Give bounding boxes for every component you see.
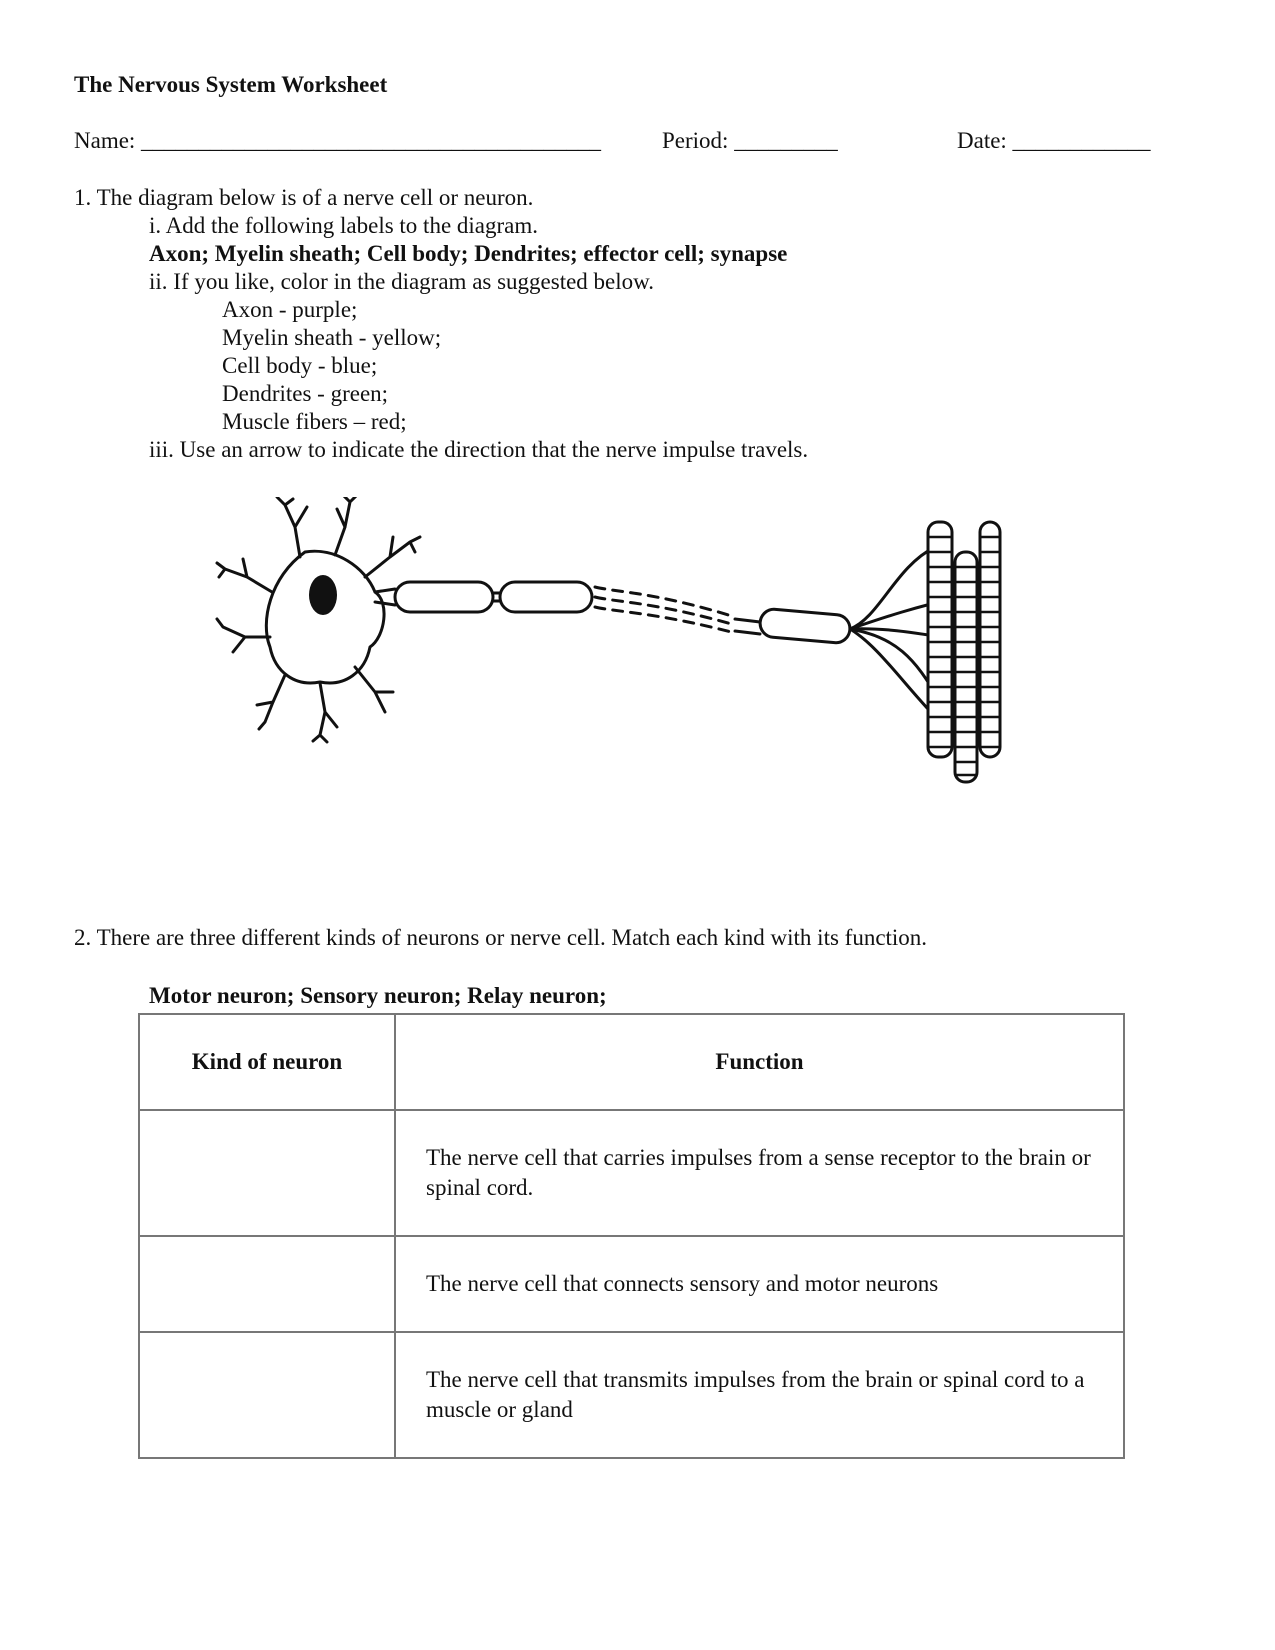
color-item: Dendrites - green; <box>222 381 389 406</box>
color-item: Myelin sheath - yellow; <box>222 325 442 350</box>
table-row <box>139 1332 1124 1458</box>
matching-table <box>138 1013 1125 1459</box>
date-field[interactable]: Date: ____________ <box>957 128 1151 153</box>
kind-answer-cell[interactable] <box>139 1332 395 1458</box>
dendrite-line <box>365 537 420 577</box>
axon-line <box>735 619 760 634</box>
header-fields <box>74 128 1194 158</box>
dendrite-line <box>257 675 285 729</box>
color-item: Cell body - blue; <box>222 353 378 378</box>
question-1-part-ii: ii. If you like, color in the diagram as suggested below. <box>149 269 655 294</box>
neuron-diagram <box>215 497 1065 837</box>
muscle-fiber <box>980 522 1000 757</box>
axon-hillock <box>375 589 395 605</box>
axon-dashed <box>595 607 735 633</box>
color-item: Muscle fibers – red; <box>222 409 407 434</box>
color-item: Axon - purple; <box>222 297 358 322</box>
name-field[interactable]: Name: ________________________________________ <box>74 128 602 153</box>
nucleus <box>309 575 337 615</box>
dendrite-line <box>335 497 357 555</box>
dendrite-line <box>313 683 337 742</box>
table-header-row <box>139 1014 1124 1110</box>
column-header-function: Function <box>395 1014 1124 1110</box>
muscle-fiber <box>928 522 952 757</box>
table-row <box>139 1110 1124 1236</box>
function-cell: The nerve cell that transmits impulses from the brain or spinal cord to a muscle or gland <box>395 1332 1124 1458</box>
dendrite-line <box>355 667 393 712</box>
myelin-segment <box>759 608 851 644</box>
page-title: The Nervous System Worksheet <box>74 72 388 97</box>
period-field[interactable]: Period: _________ <box>662 128 838 153</box>
dendrite-line <box>217 559 272 592</box>
question-1-intro: 1. The diagram below is of a nerve cell or neuron. <box>74 185 534 210</box>
dendrite-line <box>217 619 270 652</box>
axon-terminal <box>850 547 935 629</box>
table-row <box>139 1236 1124 1332</box>
kind-answer-cell[interactable] <box>139 1110 395 1236</box>
question-1-part-iii: iii. Use an arrow to indicate the direction that the nerve impulse travels. <box>149 437 809 462</box>
column-header-kind: Kind of neuron <box>139 1014 395 1110</box>
cell-body-outline <box>266 551 384 683</box>
neuron-choices: Motor neuron; Sensory neuron; Relay neuron; <box>149 983 607 1008</box>
function-cell: The nerve cell that connects sensory and motor neurons <box>395 1236 1124 1332</box>
question-1-part-i: i. Add the following labels to the diagram. <box>149 213 539 238</box>
dendrite-line <box>277 497 307 557</box>
myelin-segment <box>500 582 592 612</box>
question-2-intro: 2. There are three different kinds of neurons or nerve cell. Match each kind with its function. <box>74 925 928 950</box>
kind-answer-cell[interactable] <box>139 1236 395 1332</box>
myelin-segment <box>395 582 493 612</box>
function-cell: The nerve cell that carries impulses from a sense receptor to the brain or spinal cord. <box>395 1110 1124 1236</box>
label-list: Axon; Myelin sheath; Cell body; Dendrites; effector cell; synapse <box>149 241 788 266</box>
